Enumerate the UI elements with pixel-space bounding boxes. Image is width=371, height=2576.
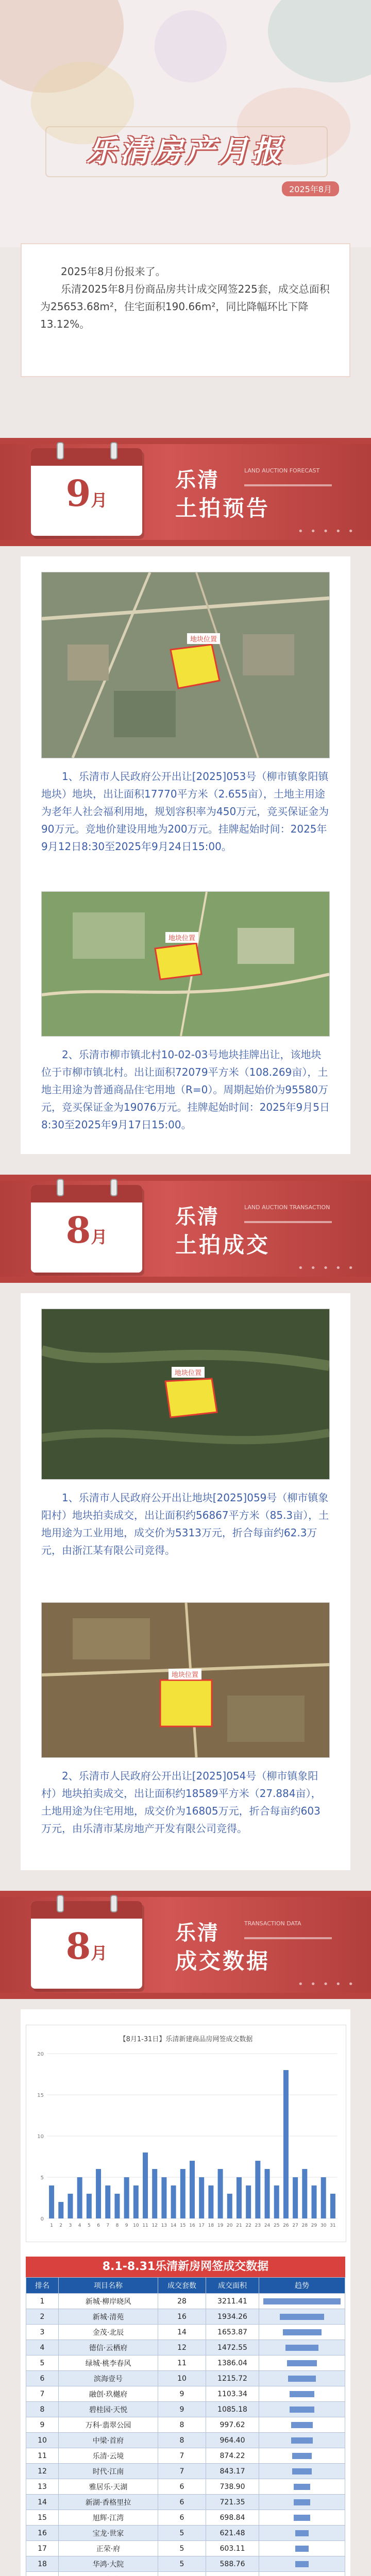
table-row xyxy=(26,2495,345,2510)
x-tick-label: 9 xyxy=(125,2223,128,2228)
table-cell: 6 xyxy=(26,2371,59,2386)
table-cell: 1653.87 xyxy=(206,2325,259,2340)
table-cell: 融创·玖樾府 xyxy=(59,2386,158,2402)
trend-cell xyxy=(259,2541,345,2556)
table-row xyxy=(26,2325,345,2340)
trend-cell xyxy=(259,2479,345,2495)
table-cell: 603.11 xyxy=(206,2541,259,2556)
intro-line: 2025年8月份报来了。 xyxy=(61,265,166,278)
table-cell: 588.76 xyxy=(206,2556,259,2572)
x-tick-label: 6 xyxy=(97,2223,100,2228)
date-tag: 2025年8月 xyxy=(282,181,339,196)
table-cell: 7 xyxy=(158,2464,206,2479)
table-cell: 10 xyxy=(158,2371,206,2386)
chart-bar xyxy=(105,2185,110,2218)
table-cell: 621.48 xyxy=(206,2526,259,2541)
trend-bar xyxy=(288,2376,316,2382)
calendar-ring xyxy=(110,442,117,460)
section-title: 成交数据 xyxy=(175,1948,271,1974)
table-cell: 997.62 xyxy=(206,2417,259,2433)
y-tick-label: 5 xyxy=(40,2175,44,2181)
calendar-icon xyxy=(31,1901,142,1989)
decor-dots: • • • • • xyxy=(298,1979,356,1990)
chart-bar xyxy=(208,2185,213,2218)
chart-bar xyxy=(255,2161,260,2218)
table-cell: 874.22 xyxy=(206,2448,259,2464)
table-cell: 1215.72 xyxy=(206,2371,259,2386)
x-tick-label: 28 xyxy=(301,2223,308,2228)
table-cell: 14 xyxy=(26,2495,59,2510)
table-cell: 5 xyxy=(158,2541,206,2556)
section-brand: 乐清 xyxy=(175,1205,220,1229)
chart-bar xyxy=(49,2185,54,2218)
trend-bar xyxy=(295,2561,309,2567)
trend-bar xyxy=(290,2391,314,2397)
table-body xyxy=(26,2294,345,2576)
chart-bar xyxy=(87,2194,92,2218)
chart-bar xyxy=(293,2177,298,2218)
decor-bar xyxy=(244,484,332,486)
trend-bar xyxy=(283,2329,322,2335)
table-cell: 1103.34 xyxy=(206,2386,259,2402)
chart-bar xyxy=(114,2194,120,2218)
chart-bar xyxy=(68,2194,73,2218)
table-cell: 5 xyxy=(26,2355,59,2371)
table-cell: 4 xyxy=(26,2340,59,2355)
trend-cell xyxy=(259,2340,345,2355)
table-cell: 14 xyxy=(158,2325,206,2340)
table-cell: 1472.55 xyxy=(206,2340,259,2355)
table-cell: 738.90 xyxy=(206,2479,259,2495)
calendar-month: 8月 xyxy=(65,1925,108,1968)
table-cell: 8 xyxy=(158,2433,206,2448)
calendar-ring xyxy=(110,1179,117,1196)
x-tick-label: 26 xyxy=(283,2223,289,2228)
table-cell: 正荣·府 xyxy=(59,2541,158,2556)
table-row xyxy=(26,2355,345,2371)
table-row xyxy=(26,2433,345,2448)
map-image xyxy=(42,892,329,1036)
table-cell: 8 xyxy=(158,2417,206,2433)
section-subtitle: LAND AUCTION TRANSACTION xyxy=(244,1204,330,1211)
x-tick-label: 17 xyxy=(198,2223,205,2228)
x-tick-label: 15 xyxy=(180,2223,186,2228)
map-image xyxy=(42,1603,329,1757)
trend-cell xyxy=(259,2309,345,2325)
x-tick-label: 10 xyxy=(133,2223,139,2228)
forecast-text: 1、乐清市人民政府公开出让[2025]053号（柳市镇象阳镇地块）地块，出让面积17770平方米（2.655亩），土地主用途为老年人社会福利用地，规划容积率为450万元，竞买保证金为90万元。竞地价建设用地为200万元。挂牌起始时间：2025年9月12日8:30至2025年9月24日15:00。 xyxy=(41,770,329,853)
column-header: 成交面积 xyxy=(206,2278,259,2294)
map-label: 地块位置 xyxy=(187,633,220,644)
table-cell: 16 xyxy=(158,2309,206,2325)
table-cell: 18 xyxy=(26,2556,59,2572)
chart-bar xyxy=(190,2161,195,2218)
table-row xyxy=(26,2572,345,2576)
x-tick-label: 25 xyxy=(274,2223,280,2228)
section-title: 土拍预告 xyxy=(175,496,271,521)
x-tick-label: 1 xyxy=(50,2223,53,2228)
trend-cell xyxy=(259,2325,345,2340)
trend-cell xyxy=(259,2556,345,2572)
transaction-card xyxy=(21,1293,350,1870)
chart-svg xyxy=(26,2043,345,2239)
table-cell xyxy=(59,2572,158,2576)
table-cell: 8 xyxy=(26,2402,59,2417)
x-tick-label: 27 xyxy=(292,2223,298,2228)
section-brand: 乐清 xyxy=(175,468,220,492)
y-tick-label: 0 xyxy=(40,2216,44,2222)
trend-cell xyxy=(259,2386,345,2402)
table-row xyxy=(26,2448,345,2464)
section-title: 土拍成交 xyxy=(175,1232,271,1258)
trend-cell xyxy=(259,2464,345,2479)
table-cell xyxy=(206,2572,259,2576)
column-header: 趋势 xyxy=(259,2278,345,2294)
table-cell: 12 xyxy=(158,2340,206,2355)
table-cell: 新湖·香格里拉 xyxy=(59,2495,158,2510)
table-cell: 碧桂园·天悦 xyxy=(59,2402,158,2417)
x-tick-label: 24 xyxy=(264,2223,271,2228)
table-cell: 旭辉·江湾 xyxy=(59,2510,158,2526)
x-tick-label: 21 xyxy=(236,2223,242,2228)
table-cell: 698.84 xyxy=(206,2510,259,2526)
transaction-map-1 xyxy=(41,1309,330,1480)
trend-cell xyxy=(259,2402,345,2417)
chart-bar xyxy=(161,2177,166,2218)
decor-bar xyxy=(244,1937,332,1939)
table-cell: 雅居乐·天湖 xyxy=(59,2479,158,2495)
table-row xyxy=(26,2417,345,2433)
ranking-table xyxy=(26,2257,345,2576)
calendar-ring xyxy=(57,442,64,460)
trend-cell xyxy=(259,2448,345,2464)
table-cell: 9 xyxy=(158,2386,206,2402)
chart-title: 【8月1-31日】乐清新建商品房网签成交数据 xyxy=(119,2036,253,2043)
x-tick-label: 8 xyxy=(115,2223,119,2228)
table-row xyxy=(26,2386,345,2402)
table-cell: 17 xyxy=(26,2541,59,2556)
transaction-item-2 xyxy=(21,1767,350,1841)
table-row xyxy=(26,2541,345,2556)
decor-blob xyxy=(155,10,227,82)
table-cell: 6 xyxy=(158,2495,206,2510)
chart-bar xyxy=(321,2177,326,2218)
table-cell: 7 xyxy=(158,2448,206,2464)
calendar-ring xyxy=(57,1895,64,1912)
calendar-ring xyxy=(57,1179,64,1196)
column-header: 排名 xyxy=(26,2278,59,2294)
forecast-card xyxy=(21,556,350,1154)
x-tick-label: 4 xyxy=(78,2223,81,2228)
x-tick-label: 3 xyxy=(69,2223,72,2228)
table-row xyxy=(26,2294,345,2309)
x-tick-label: 22 xyxy=(245,2223,251,2228)
table-cell: 6 xyxy=(158,2479,206,2495)
table-cell: 15 xyxy=(26,2510,59,2526)
x-tick-label: 13 xyxy=(161,2223,167,2228)
chart-bar xyxy=(152,2169,157,2218)
column-header: 项目名称 xyxy=(59,2278,158,2294)
x-tick-label: 5 xyxy=(88,2223,91,2228)
x-tick-label: 11 xyxy=(142,2223,148,2228)
chart-bar xyxy=(96,2169,101,2218)
table-title: 8.1-8.31乐清新房网签成交数据 xyxy=(26,2257,345,2277)
x-tick-label: 19 xyxy=(217,2223,224,2228)
bar-chart xyxy=(26,2025,346,2242)
x-tick-label: 18 xyxy=(208,2223,214,2228)
decor-blob xyxy=(268,0,371,82)
x-tick-label: 16 xyxy=(189,2223,195,2228)
column-header: 成交套数 xyxy=(158,2278,206,2294)
page-title: 乐清房产月报 xyxy=(86,133,284,168)
calendar-top xyxy=(31,448,142,466)
x-tick-label: 20 xyxy=(227,2223,233,2228)
forecast-map-2 xyxy=(41,891,330,1037)
trend-bar xyxy=(291,2422,313,2428)
y-tick-label: 20 xyxy=(37,2052,44,2057)
hero-header xyxy=(0,0,371,247)
table-cell: 1 xyxy=(26,2294,59,2309)
trend-bar xyxy=(291,2437,313,2444)
table-cell: 3 xyxy=(26,2325,59,2340)
table-cell: 13 xyxy=(26,2479,59,2495)
calendar-top xyxy=(31,1901,142,1919)
table-cell: 绿城·桃李春风 xyxy=(59,2355,158,2371)
transaction-map-2 xyxy=(41,1602,330,1758)
trend-cell xyxy=(259,2510,345,2526)
table-cell xyxy=(26,2572,59,2576)
table-cell: 11 xyxy=(26,2448,59,2464)
chart-bar xyxy=(171,2185,176,2218)
trend-cell xyxy=(259,2294,345,2309)
x-tick-label: 12 xyxy=(151,2223,158,2228)
table-row xyxy=(26,2510,345,2526)
trend-bar xyxy=(285,2345,318,2351)
section-subtitle: TRANSACTION DATA xyxy=(244,1920,301,1927)
table-cell: 新城·清苑 xyxy=(59,2309,158,2325)
chart-bar xyxy=(199,2177,204,2218)
trend-bar xyxy=(280,2314,324,2320)
trend-cell xyxy=(259,2371,345,2386)
table-cell: 721.35 xyxy=(206,2495,259,2510)
trend-bar xyxy=(295,2546,309,2552)
x-tick-label: 7 xyxy=(106,2223,110,2228)
chart-bar xyxy=(283,2070,289,2218)
table-row xyxy=(26,2309,345,2325)
section-banner-transaction xyxy=(0,1175,371,1283)
chart-bar xyxy=(180,2169,185,2218)
transaction-text: 2、乐清市人民政府公开出让[2025]054号（柳市镇象阳村）地块拍卖成交，出让面积约18589平方米（27.884亩），土地用途为住宅用地，成交价为16805万元，折合每亩约603万元，由乐清市某房地产开发有限公司竞得。 xyxy=(41,1770,322,1835)
trend-bar xyxy=(292,2453,312,2459)
table-cell: 乐清·云境 xyxy=(59,2448,158,2464)
calendar-icon xyxy=(31,448,142,536)
table-cell: 16 xyxy=(26,2526,59,2541)
x-tick-label: 30 xyxy=(320,2223,327,2228)
trend-cell xyxy=(259,2433,345,2448)
chart-bar xyxy=(58,2202,63,2218)
calendar-month: 8月 xyxy=(65,1209,108,1251)
trend-bar xyxy=(294,2499,310,2505)
table-cell: 28 xyxy=(158,2294,206,2309)
table-row xyxy=(26,2556,345,2572)
table-row xyxy=(26,2371,345,2386)
calendar-top xyxy=(31,1185,142,1202)
trend-bar xyxy=(287,2360,317,2366)
map-label: 地块位置 xyxy=(165,932,198,943)
table-row xyxy=(26,2526,345,2541)
map-image xyxy=(42,1309,329,1479)
table-cell: 中梁·首府 xyxy=(59,2433,158,2448)
calendar-ring xyxy=(110,1895,117,1912)
intro-card xyxy=(21,243,350,377)
table-cell: 华鸿·大院 xyxy=(59,2556,158,2572)
forecast-item-1 xyxy=(21,768,350,859)
trend-cell xyxy=(259,2417,345,2433)
transaction-item-1 xyxy=(21,1489,350,1563)
table-cell: 6 xyxy=(158,2510,206,2526)
chart-bar xyxy=(237,2177,242,2218)
table-cell: 10 xyxy=(26,2433,59,2448)
trend-bar xyxy=(294,2484,310,2490)
x-tick-label: 23 xyxy=(255,2223,261,2228)
x-tick-label: 31 xyxy=(330,2223,336,2228)
trend-cell xyxy=(259,2526,345,2541)
table-cell: 5 xyxy=(158,2556,206,2572)
trend-bar xyxy=(263,2298,341,2304)
title-area xyxy=(0,124,371,180)
table-cell: 9 xyxy=(158,2402,206,2417)
table-cell: 843.17 xyxy=(206,2464,259,2479)
chart-bar xyxy=(302,2169,307,2218)
chart-bar xyxy=(312,2185,317,2218)
chart-bar xyxy=(124,2177,129,2218)
trend-bar xyxy=(292,2468,312,2475)
chart-bar xyxy=(143,2153,148,2218)
transaction-text: 1、乐清市人民政府公开出让地块[2025]059号（柳市镇象阳村）地块拍卖成交，出让面积约56867平方米（85.3亩），土地用途为工业用地，成交价为5313万元，折合每亩约62.3万元，由浙江某有限公司竞得。 xyxy=(41,1492,329,1556)
forecast-item-2 xyxy=(21,1046,350,1138)
table-cell: 1085.18 xyxy=(206,2402,259,2417)
table-cell: 1386.04 xyxy=(206,2355,259,2371)
trend-bar xyxy=(294,2515,310,2521)
table-row xyxy=(26,2479,345,2495)
trend-cell xyxy=(259,2572,345,2576)
map-label: 地块位置 xyxy=(168,1669,201,1680)
table-cell: 金茂·北辰 xyxy=(59,2325,158,2340)
section-subtitle: LAND AUCTION FORECAST xyxy=(244,467,320,474)
table-cell: 德信·云栖府 xyxy=(59,2340,158,2355)
table-cell: 2 xyxy=(26,2309,59,2325)
map-label: 地块位置 xyxy=(172,1367,205,1378)
table-cell: 11 xyxy=(158,2355,206,2371)
trend-cell xyxy=(259,2495,345,2510)
chart-bar xyxy=(227,2194,232,2218)
x-tick-label: 14 xyxy=(170,2223,177,2228)
chart-bar xyxy=(274,2185,279,2218)
x-tick-label: 29 xyxy=(311,2223,317,2228)
decor-dots: • • • • • xyxy=(298,1263,356,1274)
forecast-text: 2、乐清市柳市镇北村10-02-03号地块挂牌出让，该地块位于市柳市镇北村。出让面积72079平方米（108.269亩），土地主用途为普通商品住宅用地（R=0）。周期起始价为95580万元，竞买保证金为19076万元。挂牌起始时间：2025年9月5日8:30至2025年9月17日15:00。 xyxy=(41,1048,330,1131)
chart-bar xyxy=(246,2185,251,2218)
section-banner-data xyxy=(0,1891,371,1999)
y-tick-label: 15 xyxy=(37,2093,44,2098)
table-header-row xyxy=(26,2278,345,2294)
chart-bar xyxy=(133,2185,139,2218)
table-cell: 1934.26 xyxy=(206,2309,259,2325)
table-row xyxy=(26,2464,345,2479)
calendar-icon xyxy=(31,1185,142,1273)
chart-bar xyxy=(330,2194,335,2218)
calendar-month: 9月 xyxy=(65,472,108,515)
chart-bar xyxy=(77,2177,82,2218)
table-row xyxy=(26,2340,345,2355)
table-cell: 7 xyxy=(26,2386,59,2402)
trend-cell xyxy=(259,2355,345,2371)
table-cell xyxy=(158,2572,206,2576)
intro-line: 乐清2025年8月份商品房共计成交网签225套，成交总面积为25653.68m²，住宅面积190.66m²，同比降幅环比下降13.12%。 xyxy=(40,283,330,330)
y-tick-label: 10 xyxy=(37,2134,44,2140)
table-cell: 滨海壹号 xyxy=(59,2371,158,2386)
table-cell: 新城·柳岸晓风 xyxy=(59,2294,158,2309)
table-cell: 9 xyxy=(26,2417,59,2433)
table-cell: 12 xyxy=(26,2464,59,2479)
trend-bar xyxy=(290,2406,314,2413)
table-cell: 964.40 xyxy=(206,2433,259,2448)
chart-bar xyxy=(265,2169,270,2218)
table xyxy=(26,2277,345,2576)
section-brand: 乐清 xyxy=(175,1921,220,1945)
section-banner-forecast xyxy=(0,438,371,546)
decor-dots: • • • • • xyxy=(298,526,356,537)
table-row xyxy=(26,2402,345,2417)
forecast-map-1 xyxy=(41,572,330,758)
table-cell: 3211.41 xyxy=(206,2294,259,2309)
x-tick-label: 2 xyxy=(59,2223,63,2228)
table-cell: 5 xyxy=(158,2526,206,2541)
table-cell: 万科·翡翠公园 xyxy=(59,2417,158,2433)
table-cell: 时代·江南 xyxy=(59,2464,158,2479)
trend-bar xyxy=(295,2530,309,2536)
decor-bar xyxy=(244,1221,332,1223)
map-image xyxy=(42,572,329,758)
table-cell: 宝龙·世家 xyxy=(59,2526,158,2541)
chart-bar xyxy=(218,2169,223,2218)
